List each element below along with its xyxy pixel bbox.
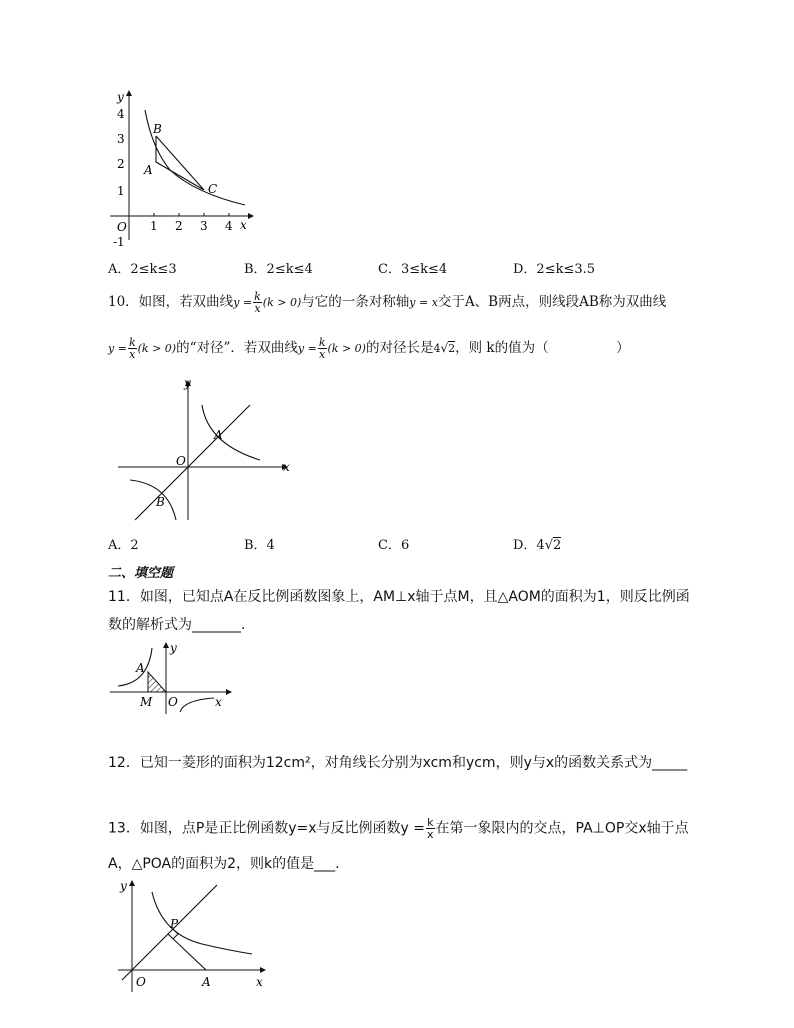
q13-hyperbola — [152, 892, 252, 954]
q10-frac-num-2: k — [128, 336, 136, 349]
q9-origin-label: O — [117, 220, 127, 234]
q13-frac-den: x — [427, 828, 434, 841]
q10-frac-num-3: k — [318, 336, 326, 349]
q10-line1-part1: 10．如图，若双曲线 — [108, 294, 234, 310]
q10-sqrt-symbol: √ — [440, 341, 449, 355]
q10-frac-num: k — [254, 290, 261, 303]
q11-shaded-triangle — [148, 672, 166, 692]
q10-line1 — [108, 291, 666, 314]
section-fill-in-blank: 二、填空题 — [108, 566, 174, 581]
q10-cond-2: (k > 0) — [137, 342, 177, 355]
q10-y-eq: y = — [233, 296, 253, 309]
q10-fraction-2 — [128, 337, 137, 360]
q11-x-axis-label: x — [215, 695, 222, 709]
q13-line2: A，△POA的面积为2，则k的值是___. — [108, 856, 340, 872]
q10-fraction-3 — [318, 337, 327, 360]
q13-line1-part2: 在第一象限内的交点，PA⊥OP交x轴于点 — [435, 820, 689, 837]
q10-point-a: A — [214, 428, 223, 442]
q9-option-c[interactable]: C．3≤k≤4 — [378, 262, 448, 277]
q11-point-a: A — [136, 661, 145, 675]
q10-line2 — [108, 337, 630, 360]
q13-x-axis-label: x — [256, 975, 263, 989]
q10-line-yx — [135, 405, 250, 520]
q9-ytick-1: 1 — [117, 184, 125, 198]
q13-point-p: P — [170, 917, 179, 931]
q11-hyperbola-q4 — [180, 698, 214, 712]
q13-graph — [112, 874, 272, 994]
q10-hyperbola-q1 — [202, 405, 260, 460]
q9-y-axis-label: y — [117, 90, 124, 104]
q10-graph — [110, 372, 300, 522]
q10-line2-part1: 的“对径”．若双曲线 — [176, 340, 298, 356]
q9-ytick-2: 2 — [117, 157, 125, 171]
q10-y-eq-3: y = — [297, 342, 317, 355]
q10-frac-den: x — [254, 302, 261, 315]
q10-option-b[interactable]: B．4 — [244, 538, 275, 553]
q9-point-b: B — [153, 122, 162, 136]
q9-xtick-1: 1 — [150, 219, 158, 233]
q11-origin-label: O — [168, 695, 178, 709]
q13-fraction — [426, 817, 435, 840]
q10-frac-den-2: x — [129, 348, 136, 361]
q9-point-a: A — [144, 163, 153, 177]
q9-option-d[interactable]: D．2≤k≤3.5 — [513, 262, 596, 277]
q9-triangle — [156, 136, 204, 190]
q13-y-axis-label: y — [120, 879, 127, 893]
q11-graph — [108, 638, 238, 716]
q10-option-d-sqrt: √ — [544, 538, 553, 553]
q9-option-b[interactable]: B．2≤k≤4 — [244, 262, 313, 277]
q13-segment-pa — [168, 934, 206, 970]
q13-origin-label: O — [136, 975, 146, 989]
q13-line1 — [108, 817, 689, 840]
q10-cond-3: (k > 0) — [327, 342, 366, 355]
q9-option-a[interactable]: A．2≤k≤3 — [108, 262, 177, 277]
q10-frac-den-3: x — [319, 348, 326, 361]
q10-y-axis-label: y — [184, 376, 191, 390]
q9-xtick-3: 3 — [200, 219, 208, 233]
q10-option-a[interactable]: A．2 — [108, 538, 139, 553]
q9-x-axis-label: x — [240, 218, 247, 232]
q10-radical-coef: 4 — [433, 342, 441, 355]
q9-xtick-2: 2 — [175, 219, 183, 233]
q10-cond: (k > 0) — [262, 296, 302, 309]
q9-ytick-3: 3 — [117, 132, 125, 146]
q11-point-m: M — [140, 695, 153, 709]
q10-option-d-radical: 2 — [553, 538, 562, 553]
q10-y-eq-2: y = — [108, 342, 127, 355]
q13-frac-num: k — [427, 816, 434, 829]
q11-hyperbola-q2 — [118, 648, 152, 686]
q10-x-axis-label: x — [283, 460, 290, 474]
q10-line1-part3: 交于A、B两点，则线段AB称为双曲线 — [437, 294, 667, 310]
q10-line2-part3: ，则 k的值为（ ） — [455, 340, 630, 356]
q10-axis-eq: y = x — [409, 296, 438, 309]
q9-xtick-4: 4 — [225, 219, 233, 233]
q12-line1: 12．已知一菱形的面积为12cm²，对角线长分别为xcm和ycm，则y与x的函数关系式为_____ — [108, 755, 688, 771]
q10-radical-val: 2 — [448, 342, 456, 355]
q10-option-d[interactable] — [513, 534, 561, 553]
q10-origin-label: O — [176, 454, 186, 468]
q9-point-c: C — [208, 182, 218, 196]
q13-line1-part1: 13．如图，点P是正比例函数y=x与反比例函数y = — [108, 820, 426, 837]
q13-line-yx — [122, 885, 217, 980]
q10-option-c[interactable]: C．6 — [378, 538, 410, 553]
q9-graph — [100, 88, 260, 248]
q11-line1: 11．如图，已知点A在反比例函数图象上，AM⊥x轴于点M，且△AOM的面积为1，则反比例函 — [108, 589, 690, 605]
q10-point-b: B — [156, 495, 165, 509]
q10-option-d-prefix: D．4 — [513, 538, 545, 553]
q11-line2: 数的解析式为_______. — [108, 617, 246, 633]
q10-line1-part2: 与它的一条对称轴 — [301, 294, 410, 310]
q10-line2-part2: 的对径长是 — [365, 340, 434, 356]
q13-point-a: A — [202, 975, 211, 989]
q10-fraction — [253, 291, 262, 314]
q9-ytick-4: 4 — [117, 107, 125, 121]
q9-ytick-neg1: -1 — [113, 235, 125, 249]
q11-y-axis-label: y — [170, 641, 177, 655]
